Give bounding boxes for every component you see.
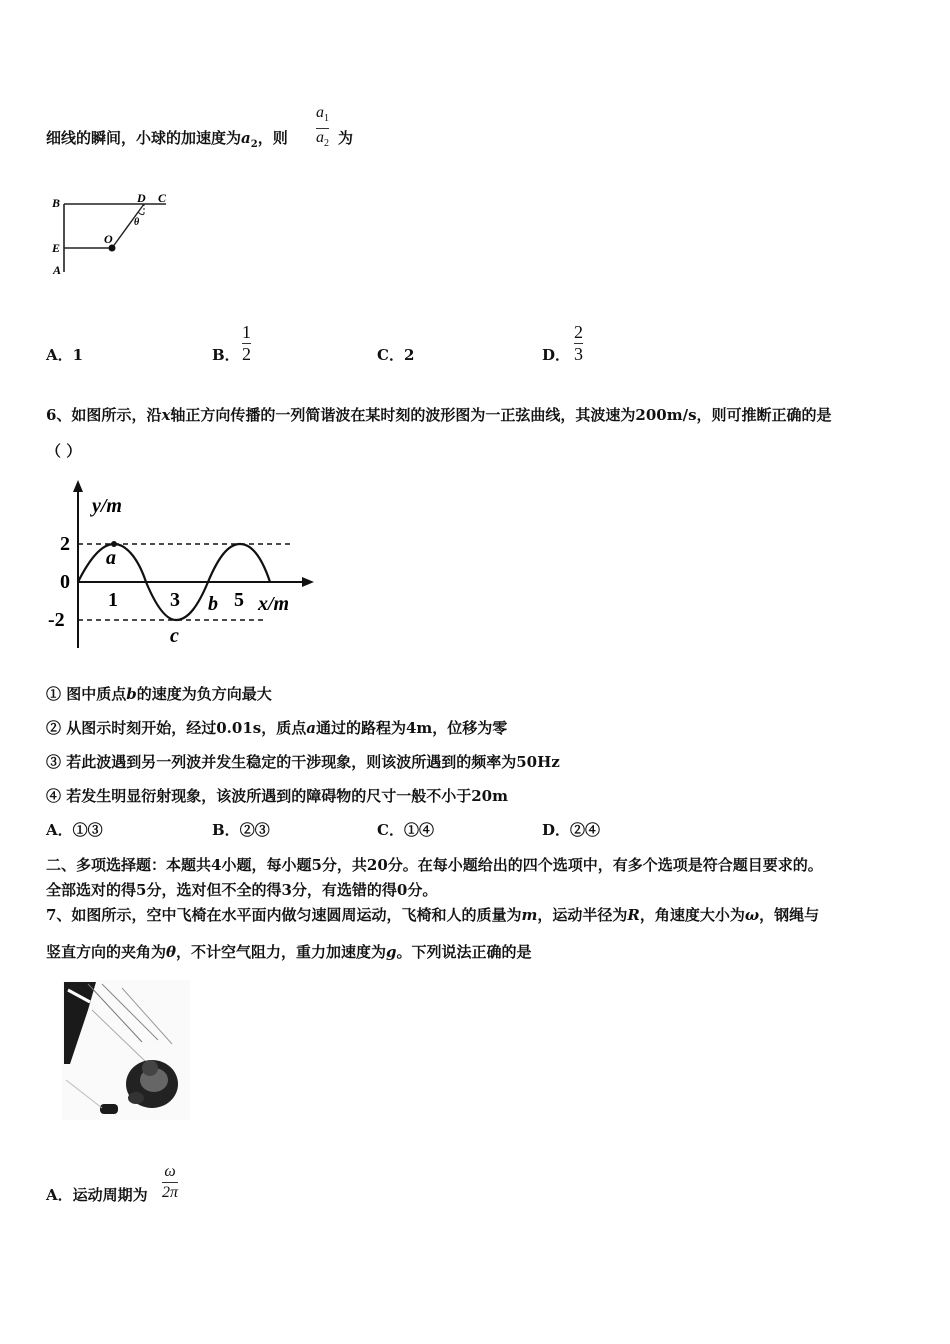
q5-line1-end: 为 (338, 129, 354, 147)
q6-wave-graph (44, 478, 316, 652)
label-D: D (137, 191, 146, 205)
var-a2: a (241, 129, 251, 147)
x-axis-label: x/m (258, 593, 290, 615)
tick-2: 2 (60, 533, 70, 555)
q5-option-d[interactable]: D． (542, 346, 571, 364)
q5-figure (48, 190, 178, 282)
q7-line1: 7、如图所示，空中飞椅在水平面内做匀速圆周运动，飞椅和人的质量为m，运动半径为R，角速度大小为ω，钢绳与 (46, 906, 820, 924)
q6-option-c[interactable]: C．①④ (377, 821, 434, 839)
label-A: A (53, 263, 62, 277)
q5-fraction-a1-a2: $a_1$ $a_2$ (316, 104, 329, 150)
q5-line1: 细线的瞬间，小球的加速度为$a_2$，则 (46, 129, 288, 150)
point-b: b (208, 593, 218, 615)
q6-statement-1: ① 图中质点b的速度为负方向最大 (46, 685, 272, 703)
label-O: O (104, 232, 113, 246)
q5-option-b[interactable]: B． (212, 346, 240, 364)
q6-statement-4: ④ 若发生明显衍射现象，该波所遇到的障碍物的尺寸一般不小于20m (46, 787, 508, 805)
q6-statement-3: ③ 若此波遇到另一列波并发生稳定的干涉现象，则该波所遇到的频率为50Hz (46, 753, 560, 771)
q6-line1: 6、如图所示，沿x轴正方向传播的一列简谐波在某时刻的波形图为一正弦曲线，其波速为200m/s，则可推断正确的是 (46, 406, 832, 424)
q5-option-a[interactable]: A．1 (46, 346, 84, 364)
q7-line2: 竖直方向的夹角为θ，不计空气阻力，重力加速度为g。下列说法正确的是 (46, 943, 532, 961)
section2-line1: 二、多项选择题：本题共4小题，每小题5分，共20分。在每小题给出的四个选项中，有多个选项是符合题目要求的。 (46, 856, 823, 874)
q5-option-d-fraction: 2 3 (574, 322, 583, 364)
point-c: c (170, 625, 179, 647)
tick-5: 5 (234, 589, 244, 611)
q6-line2: （ ） (46, 442, 82, 460)
point-a: a (106, 547, 116, 569)
y-axis-label: y/m (92, 495, 122, 517)
label-C: C (158, 191, 167, 205)
q6-option-b[interactable]: B．②③ (212, 821, 270, 839)
label-theta: θ (134, 217, 140, 228)
q7-option-a[interactable]: A．运动周期为 (46, 1186, 148, 1204)
label-B: B (52, 196, 61, 210)
q7-swing-photo (62, 980, 190, 1120)
q6-option-d[interactable]: D．②④ (542, 821, 601, 839)
tick-3: 3 (170, 589, 180, 611)
section2-line2: 全部选对的得5分，选对但不全的得3分，有选错的得0分。 (46, 881, 438, 899)
tick-1: 1 (108, 589, 118, 611)
q6-option-a[interactable]: A．①③ (46, 821, 103, 839)
q7-option-a-fraction: ω 2π (162, 1163, 179, 1201)
tick-minus-2: -2 (48, 609, 65, 631)
q6-statement-2: ② 从图示时刻开始，经过0.01s，质点a通过的路程为4m，位移为零 (46, 719, 508, 737)
label-E: E (52, 241, 61, 255)
q5-option-b-fraction: 1 2 (242, 322, 251, 364)
tick-0: 0 (60, 571, 70, 593)
q5-option-c[interactable]: C．2 (377, 346, 415, 364)
